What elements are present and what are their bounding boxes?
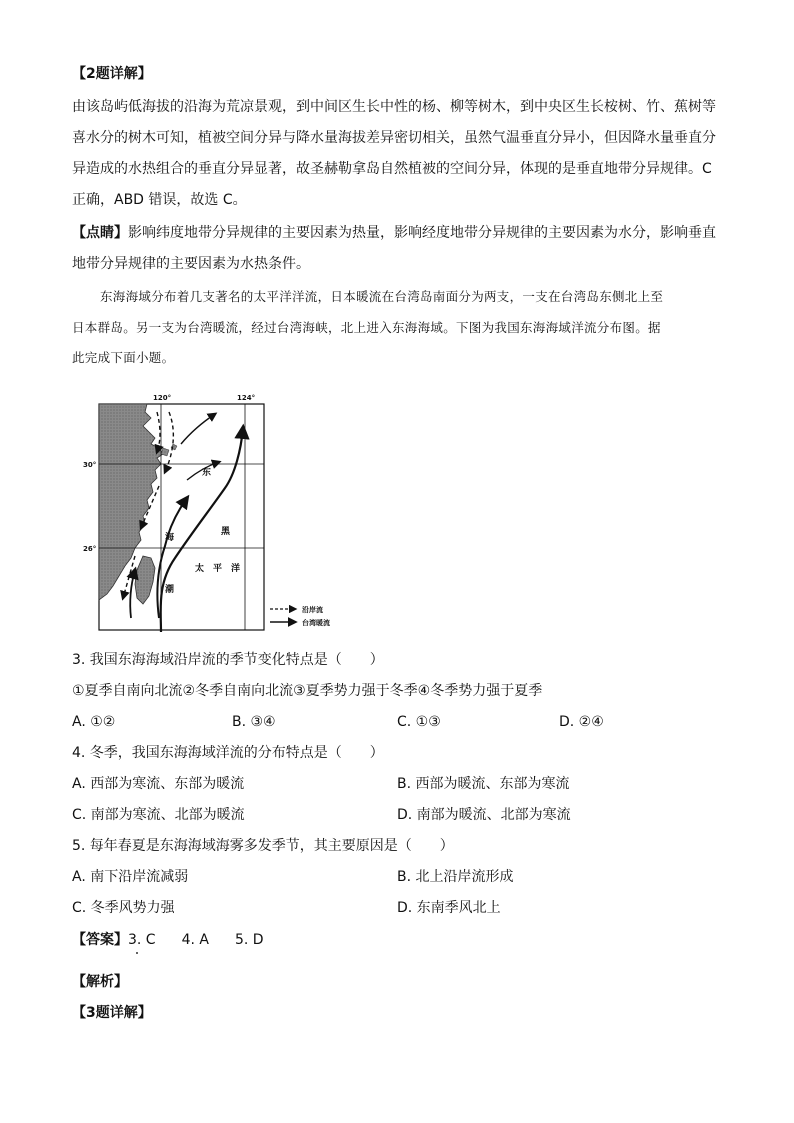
intro-line-3: 此完成下面小题。 [72,350,175,365]
answer-label: 【答案】 [72,932,128,948]
legend-label-warm: 台湾暖流 [302,619,330,627]
q3-option-a: A. ①② [72,714,116,730]
dianjing-text-1: 影响纬度地带分异规律的主要因素为热量，影响经度地带分异规律的主要因素为水分，影响垂直 [128,225,716,241]
map-label-yang: 洋 [231,564,241,574]
map-label-tai: 太 [195,564,205,574]
q4-option-a: A. 西部为寒流、东部为暖流 [72,776,245,792]
intro-line-1: 东海海域分布着几支著名的太平洋洋流，日本暖流在台湾岛南面分为两支，一支在台湾岛东侧北上至 [100,289,664,304]
answer-line [72,930,264,950]
map-label-hai: 海 [165,533,175,543]
lat-label-30: 30° [83,461,97,469]
q2-detail-line-3: 异造成的水热组合的垂直分异显著，故圣赫勒拿岛自然植被的空间分异，体现的是垂直地带分异规律。C [72,161,712,177]
q5-option-a: A. 南下沿岸流减弱 [72,869,189,885]
dianjing-line-2: 地带分异规律的主要因素为水热条件。 [72,256,310,272]
q2-detail-line-2: 喜水分的树木可知，植被空间分异与降水量海拔差异密切相关，虽然气温垂直分异小，但因降水量垂直分 [72,130,716,146]
answer-4: 4. A [181,932,209,948]
q3-option-d: D. ②④ [559,714,604,730]
map-label-ping: 平 [213,564,223,574]
analysis-label: 【解析】 [72,974,128,990]
q5-stem: 5. 每年春夏是东海海域海雾多发季节，其主要原因是（ ） [72,838,454,854]
lon-label-124: 124° [237,394,256,402]
q5-option-b: B. 北上沿岸流形成 [397,869,514,885]
dianjing-line-1 [72,223,716,243]
legend-label-coastal: 沿岸流 [302,606,323,614]
q4-option-d: D. 南部为暖流、北部为寒流 [397,807,571,823]
map-svg [83,388,350,638]
lon-label-120: 120° [153,394,172,402]
q3-detail-header: 【3题详解】 [72,1005,152,1021]
stray-dot [136,952,138,954]
q4-option-c: C. 南部为寒流、北部为暖流 [72,807,245,823]
q4-stem: 4. 冬季，我国东海海域洋流的分布特点是（ ） [72,745,384,761]
answer-5: 5. D [234,932,264,948]
map-label-dong: 东 [202,468,212,478]
q4-option-b: B. 西部为暖流、东部为寒流 [397,776,570,792]
answer-3: 3. C [128,932,156,948]
q2-detail-line-1: 由该岛屿低海拔的沿海为荒凉景观，到中间区生长中性的杨、柳等树木，到中央区生长桉树、竹、蕉树等 [72,99,716,115]
q3-option-b: B. ③④ [232,714,276,730]
intro-line-2: 日本群岛。另一支为台湾暖流，经过台湾海峡，北上进入东海海域。下图为我国东海海域洋流分布图。据 [72,320,661,335]
q3-stem: 3. 我国东海海域沿岸流的季节变化特点是（ ） [72,652,384,668]
map-label-chao: 潮 [165,585,175,595]
q3-statements: ①夏季自南向北流②冬季自南向北流③夏季势力强于冬季④冬季势力强于夏季 [72,683,543,699]
q5-option-c: C. 冬季风势力强 [72,900,175,916]
dianjing-label: 【点睛】 [72,225,128,241]
q5-option-d: D. 东南季风北上 [397,900,501,916]
map-label-hei: 黑 [221,527,231,537]
lat-label-26: 26° [83,545,97,553]
q2-detail-header: 【2题详解】 [72,66,152,82]
east-china-sea-current-map [83,388,350,638]
q2-detail-line-4: 正确，ABD 错误，故选 C。 [72,192,247,208]
q3-option-c: C. ①③ [397,714,441,730]
